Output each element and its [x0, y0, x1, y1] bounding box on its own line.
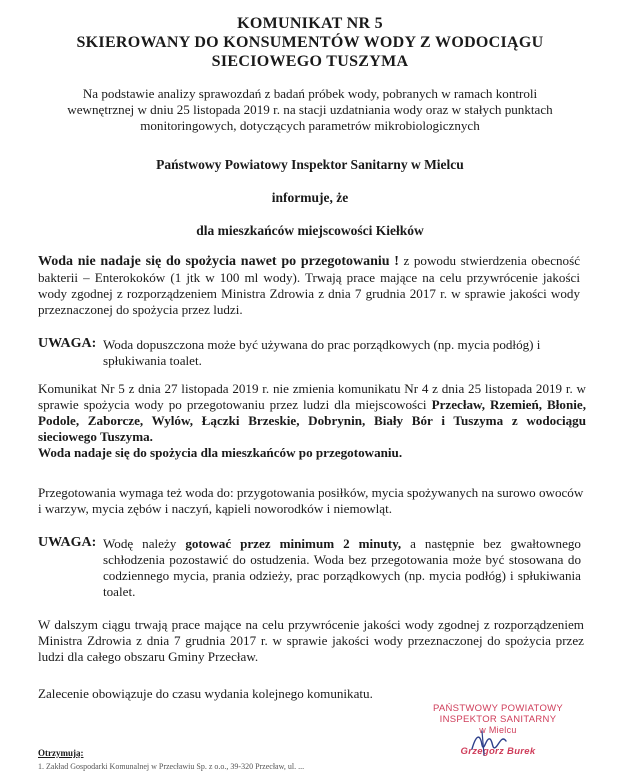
- validity-paragraph: Zalecenie obowiązuje do czasu wydania kolejnego komunikatu.: [38, 686, 373, 701]
- uwaga-label-1: UWAGA:: [38, 336, 97, 351]
- uwaga-label-2: UWAGA:: [38, 535, 97, 550]
- residents-heading: dla mieszkańców miejscowości Kiełków: [196, 223, 424, 238]
- uwaga-text-1: Woda dopuszczona może być używana do prac porządkowych (np. mycia podłóg) i spłukiwania toalet.: [103, 337, 541, 368]
- uwaga2-part-c: a następnie bez gwałtownego schłodzenia pozostawić do ostudzenia. Woda bez przegotowania może być stosowana do codziennego mycia, prania odzieży, prac porządkowych (np. mycia podłóg) i spłukiwania toalet.: [103, 536, 581, 599]
- uwaga2-part-b: gotować przez minimum 2 minuty,: [185, 536, 402, 551]
- document-title-line-2: SKIEROWANY DO KONSUMENTÓW WODY Z WODOCIĄGU: [76, 34, 544, 51]
- warning-lead: Woda nie nadaje się do spożycia nawet po przegotowaniu !: [38, 254, 399, 269]
- stamp-name: Grzegorz Burek: [460, 746, 536, 757]
- signature-icon: [468, 727, 512, 757]
- stamp-line-3: w Mielcu: [479, 725, 517, 735]
- ongoing-work-paragraph: W dalszym ciągu trwają prace mające na celu przywrócenie jakości wody zgodnej z rozporządzeniem Ministra Zdrowia z dnia 7 grudnia 2017 r. w sprawie jakości wody przeznaczonej do spożycia przez ludzi dla całego obszaru Gminy Przecław.: [38, 617, 584, 664]
- status-start: Komunikat Nr 5 z dnia 27 listopada 2019 r. nie zmienia komunikatu Nr 4 z dnia 25 listopada 2019 r. w sprawie spożycia wody po przegotowaniu przez ludzi dla miejscowości: [38, 381, 586, 412]
- warning-rest: z powodu stwierdzenia obecność bakterii – Enterokoków (1 jtk w 100 ml wody). Trwają prace mające na celu przywrócenie jakości wody zgodnej z rozporządzeniem Ministra Zdrowia z dnia 7 grudnia 2017 r. w sprawie jakości wody przeznaczonej do spożycia przez ludzi.: [38, 253, 581, 317]
- recipients-line: 1. Zakład Gospodarki Komunalnej w Przecławiu Sp. z o.o., 39-320 Przecław, ul. ...: [38, 762, 305, 771]
- inspector-heading: Państwowy Powiatowy Inspektor Sanitarny w Mielcu: [156, 157, 464, 172]
- status-places: Przecław, Rzemień, Błonie, Podole, Zaborcze, Wylów, Łączki Brzeskie, Dobrynin, Biały Bór i Tuszyma z wodociągu sieciowego Tuszyma.: [38, 397, 586, 444]
- status-end: Woda nadaje się do spożycia dla mieszkańców po przegotowaniu.: [38, 445, 403, 460]
- informs-heading: informuje, że: [271, 190, 349, 205]
- stamp-line-1: PAŃSTWOWY POWIATOWY: [432, 703, 564, 714]
- document-title-line-1: KOMUNIKAT NR 5: [237, 15, 383, 32]
- status-paragraph: [38, 381, 586, 461]
- uwaga2-part-a: Wodę należy: [103, 536, 186, 551]
- intro-paragraph: Na podstawie analizy sprawozdań z badań próbek wody, pobranych w ramach kontroli wewnętrznej w dniu 25 listopada 2019 r. na stacji uzdatniania wody oraz w stałych punktach monitoringowych, dotyczących parametrów mikrobiologicznych: [67, 86, 553, 133]
- stamp-line-2: INSPEKTOR SANITARNY: [439, 714, 557, 725]
- document-title-line-3: SIECIOWEGO TUSZYMA: [211, 53, 409, 70]
- warning-paragraph: [38, 253, 580, 318]
- recipients-label: Otrzymują:: [38, 748, 84, 758]
- boiling-required-paragraph: Przegotowania wymaga też woda do: przygotowania posiłków, mycia spożywanych na surowo owoców i warzyw, mycia zębów i naczyń, kąpieli noworodków i niemowląt.: [38, 485, 584, 516]
- uwaga-text-2: [103, 536, 581, 600]
